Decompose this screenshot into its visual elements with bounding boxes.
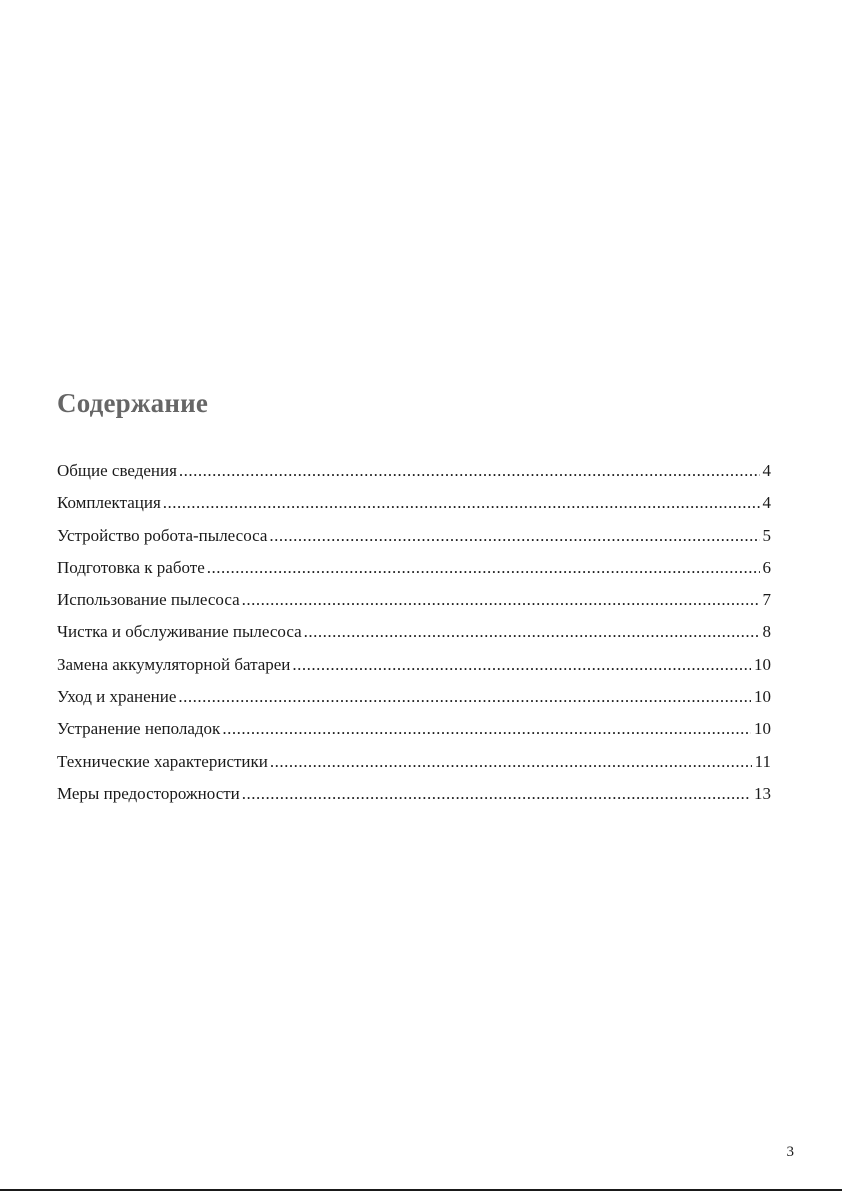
toc-dot-leader (270, 750, 752, 774)
toc-entry[interactable] (57, 750, 771, 782)
toc-entry-label: Комплектация (57, 493, 161, 513)
toc-entry-label: Замена аккумуляторной батареи (57, 654, 291, 674)
toc-entry[interactable] (57, 782, 771, 814)
toc-entry[interactable] (57, 524, 771, 556)
toc-entry-label: Уход и хранение (57, 687, 177, 707)
toc-entry-page: 4 (762, 493, 771, 513)
toc-title: Содержание (57, 388, 209, 418)
toc-entry-page: 11 (754, 751, 771, 771)
toc-dot-leader (178, 685, 751, 709)
toc-entry-page: 10 (754, 654, 771, 674)
toc-entry[interactable] (57, 556, 771, 588)
toc-dot-leader (179, 459, 760, 483)
toc-dot-leader (242, 782, 751, 806)
toc-entry-label: Технические характеристики (57, 751, 268, 771)
toc-dot-leader (222, 717, 751, 741)
toc-entry-label: Общие сведения (57, 461, 177, 480)
toc-entry-label: Чистка и обслуживание пылесоса (57, 622, 302, 642)
toc-dot-leader (292, 653, 751, 677)
toc-dot-leader (242, 588, 760, 612)
page-number: 3 (786, 1144, 794, 1160)
toc-entry-page: 4 (762, 461, 771, 480)
toc-list (57, 459, 771, 814)
toc-entry-page: 7 (762, 590, 771, 610)
toc-entry-page: 13 (754, 783, 771, 803)
toc-entry-page: 10 (754, 719, 771, 739)
toc-dot-leader (269, 524, 759, 548)
toc-dot-leader (163, 491, 760, 515)
toc-entry[interactable] (57, 620, 771, 652)
toc-entry-page: 8 (762, 622, 771, 642)
toc-entry[interactable] (57, 491, 771, 523)
toc-entry[interactable] (57, 717, 771, 749)
toc-entry-label: Устранение неполадок (57, 719, 221, 739)
toc-entry[interactable] (57, 653, 771, 685)
toc-entry-label: Подготовка к работе (57, 557, 205, 577)
toc-entry-label: Использование пылесоса (57, 590, 240, 610)
toc-entry[interactable] (57, 459, 771, 491)
toc-entry-page: 5 (762, 525, 771, 545)
toc-dot-leader (207, 556, 760, 580)
toc-entry[interactable] (57, 685, 771, 717)
toc-entry-page: 6 (762, 557, 771, 577)
toc-entry[interactable] (57, 588, 771, 620)
toc-entry-label: Устройство робота-пылесоса (57, 525, 268, 545)
toc-dot-leader (304, 620, 760, 644)
toc-entry-page: 10 (754, 687, 771, 707)
bottom-rule (0, 1189, 842, 1191)
toc-entry-label: Меры предосторожности (57, 783, 240, 803)
